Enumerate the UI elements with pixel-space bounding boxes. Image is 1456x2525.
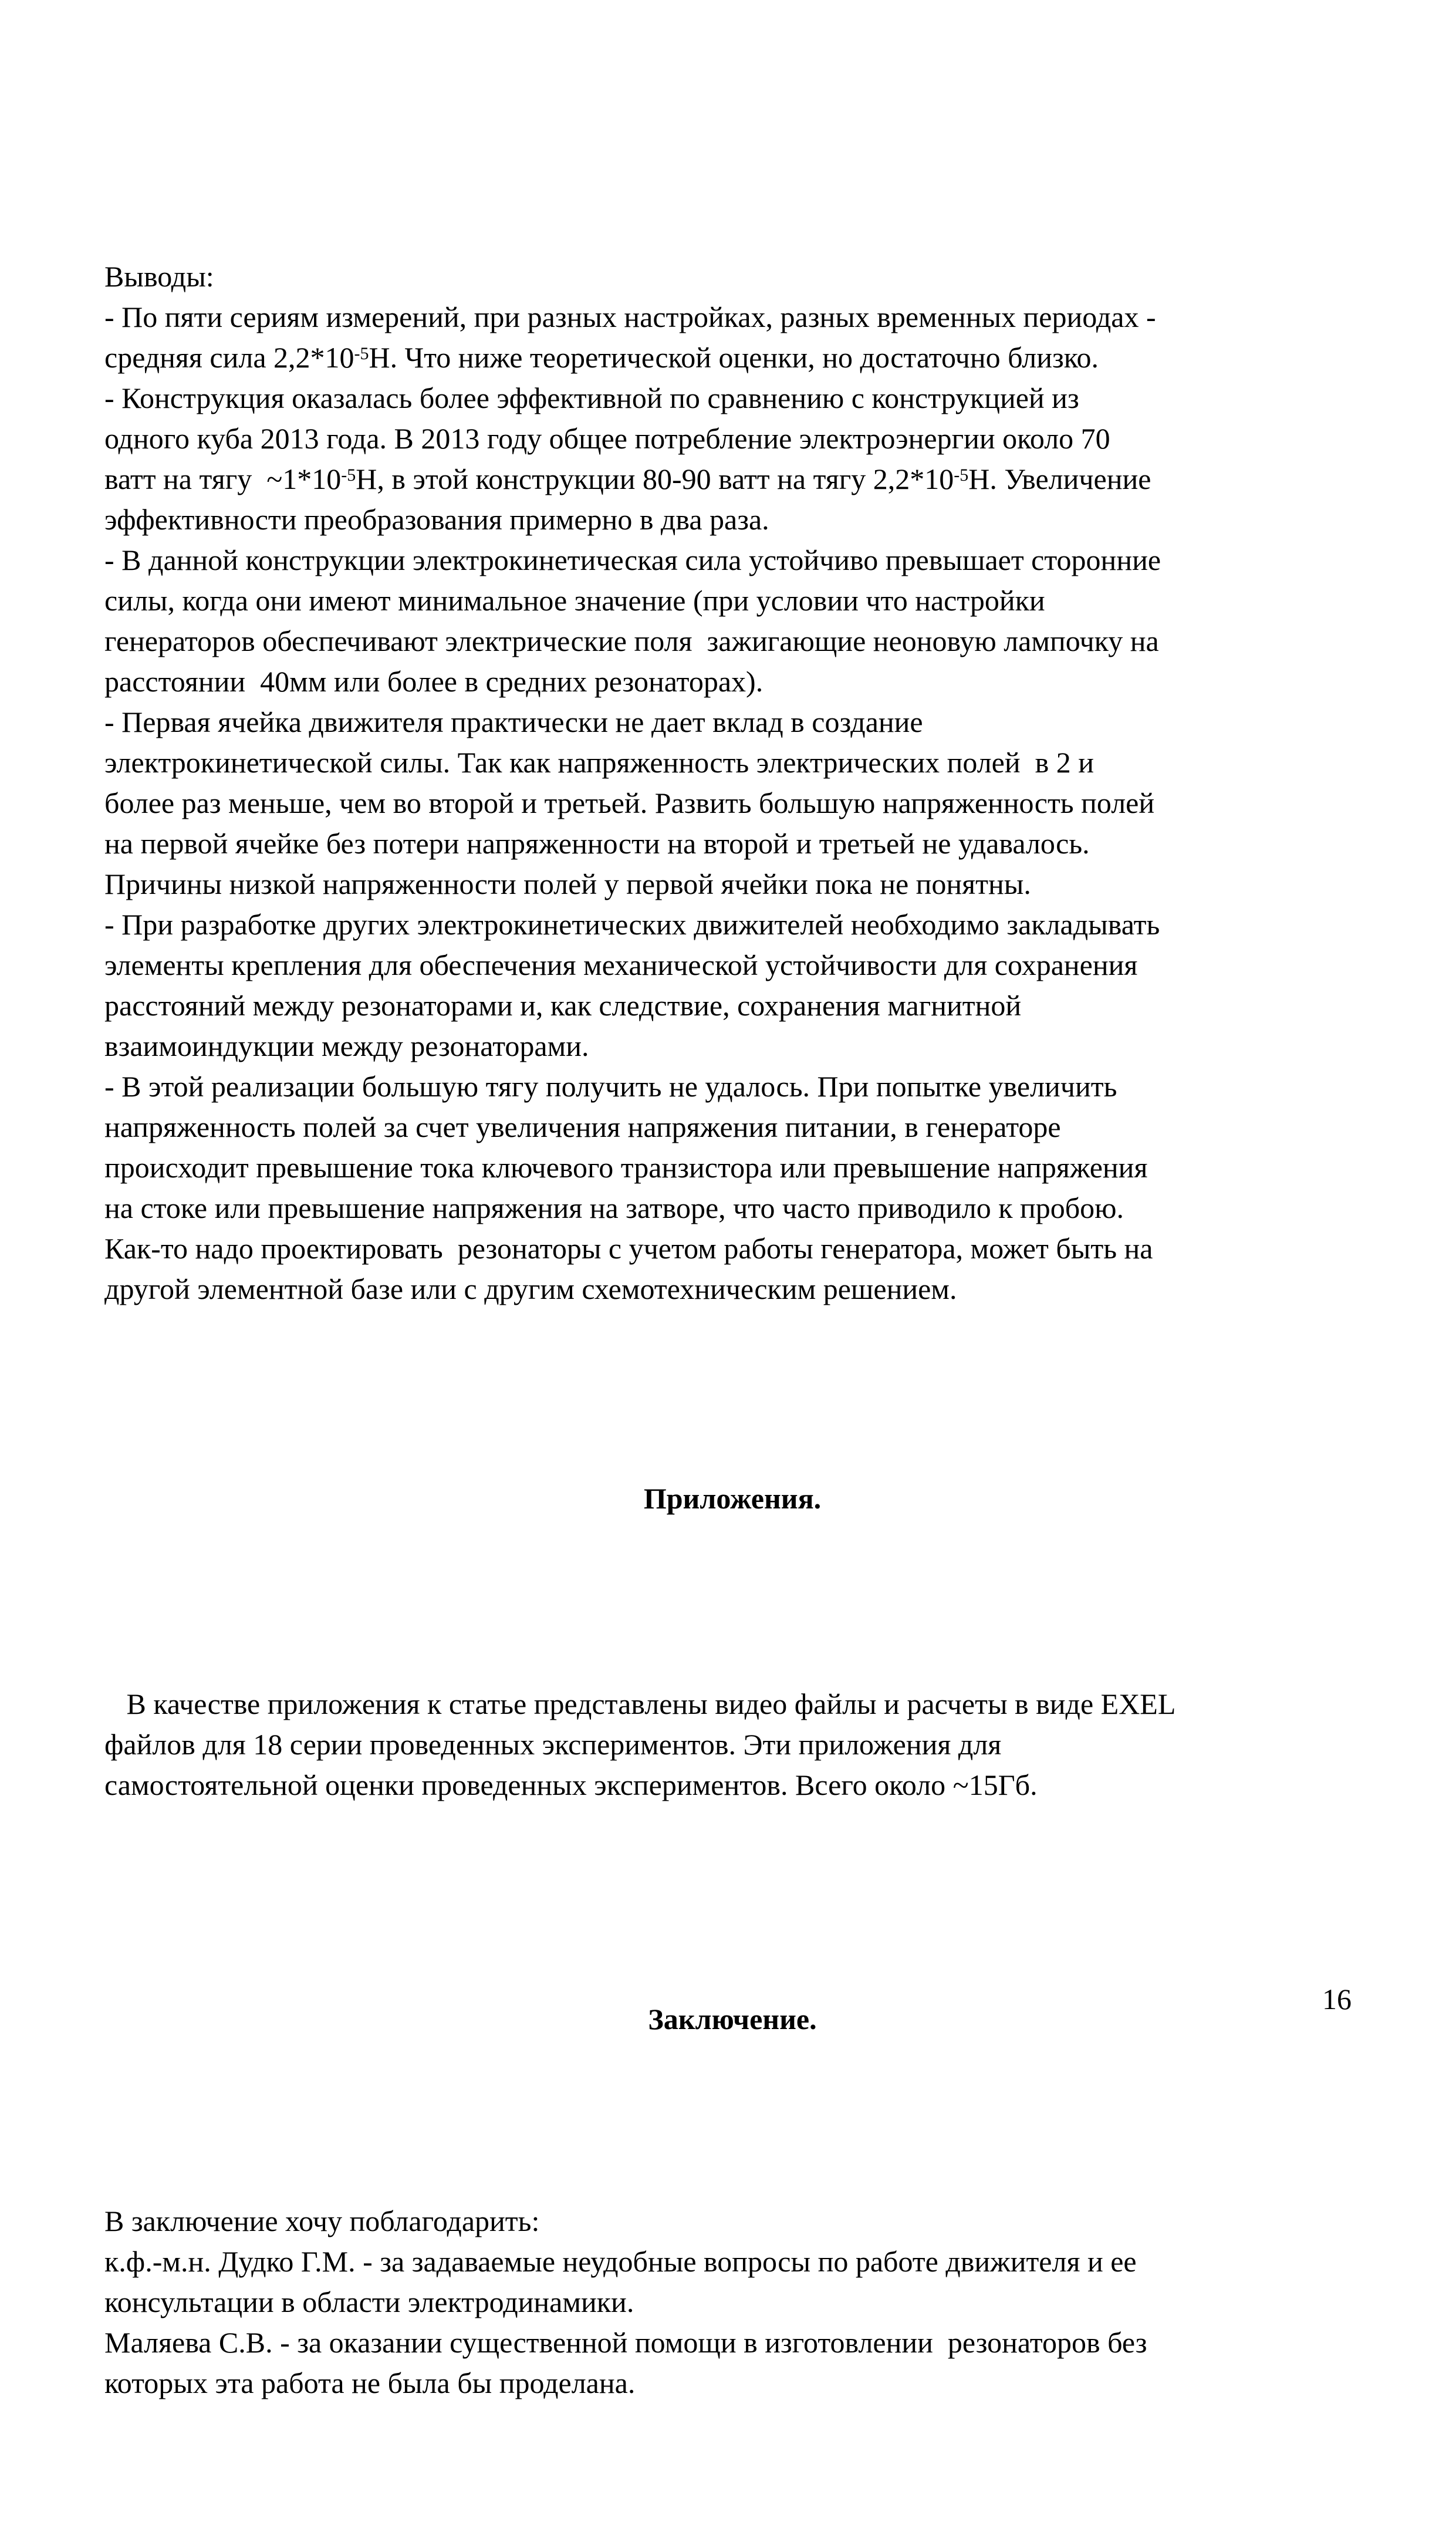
appendices-paragraph: В качестве приложения к статье представлены видео файлы и расчеты в виде EXEL файлов для 18 серии проведенных экспериментов. Эти приложения для самостоятельной оценки проведенных экспериментов. Всего около ~15Гб. — [104, 1687, 1176, 1801]
acknowledgements-paragraph: В заключение хочу поблагодарить: к.ф.-м.н. Дудко Г.М. - за задаваемые неудобные вопросы по работе движителя и ее консультации в области электродинамики. Маляева С.В. - за оказании существенной помощи в изготовлении резонаторов без которых эта работа не была бы проделана. — [104, 2205, 1147, 2399]
page-content — [104, 135, 1360, 2525]
page-number: 16 — [1322, 1983, 1352, 2016]
conclusion-heading: Заключение. — [648, 2003, 817, 2035]
conclusions-paragraph: Выводы: - По пяти сериям измерений, при разных настройках, разных временных периодах - средняя сила $2,2*10^{-5}Н$. Что ниже теоретической оценки, но достаточно близко. - Конструкция оказалась более эффективной по сравнению с конструкцией из одного куба 2013 года. В 2013 году общее потребление электроэнергии около 70 ватт на тягу $\sim 1*10^{-5}Н$, в этой конструкции 80-90 ватт на тягу $2,2*10^{-5}Н$. Увеличение эффективности преобразования примерно в два раза. - В данной конструкции электрокинетическая сила устойчиво превышает сторонние силы, когда они имеют минимальное значение (при условии что настройки генераторов обеспечивают электрические поля зажигающие неоновую лампочку на расстоянии 40мм или более в средних резонаторах). - Первая ячейка движителя практически не дает вклад в создание электрокинетической силы. Так как напряженность электрических полей в 2 и более раз меньше, чем во второй и третьей. Развить большую напряженность полей на первой ячейке без потери напряженности на второй и третьей не удавалось. Причины низкой напряженности полей у первой ячейки пока не понятны. - При разработке других электрокинетических движителей необходимо закладывать элементы крепления для обеспечения механической устойчивости для сохранения расстояний между резонаторами и, как следствие, сохранения магнитной взаимоиндукции между резонаторами. - В этой реализации большую тягу получить не удалось. При попытке увеличить напряженность полей за счет увеличения напряжения питании, в генераторе происходит превышение тока ключевого транзистора или превышение напряжения на стоке или превышение напряжения на затворе, что часто приводило к пробою. Как-то надо проектировать резонаторы с учетом работы генератора, может быть на другой элементной базе или с другим схемотехническим решением. — [104, 260, 1161, 1305]
appendices-heading: Приложения. — [643, 1482, 822, 1515]
